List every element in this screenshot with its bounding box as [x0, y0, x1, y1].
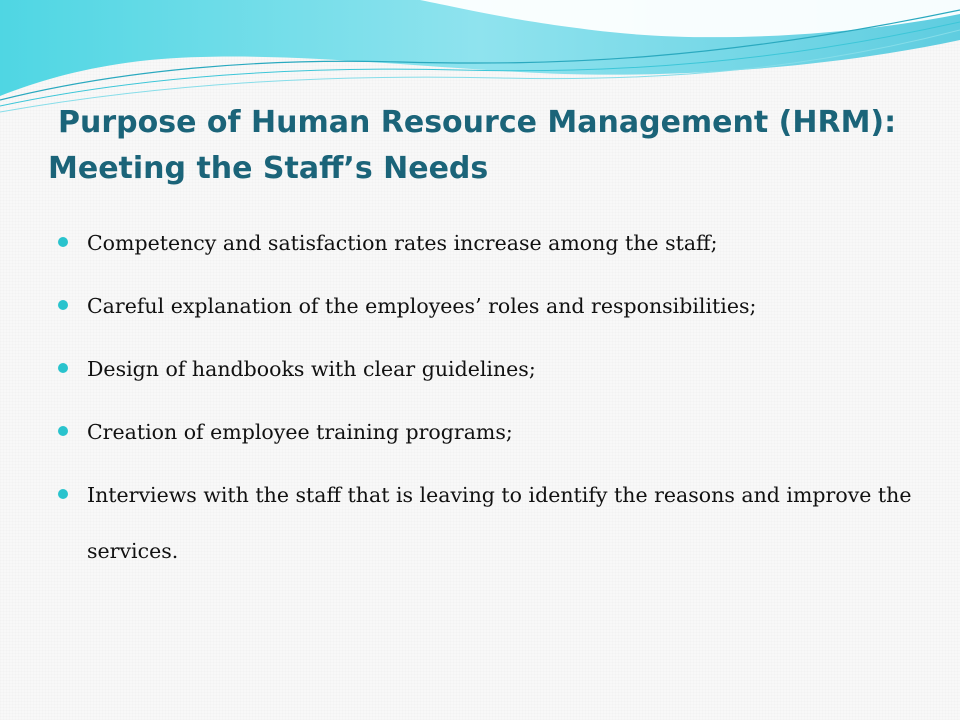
bullet-item [58, 467, 918, 579]
slide-title-line-1: Purpose of Human Resource Management (HRM): [58, 105, 897, 140]
bullet-text: Design of handbooks with clear guidelines; [87, 357, 536, 381]
bullet-text: Careful explanation of the employees’ roles and responsibilities; [87, 294, 757, 318]
bullet-dot-icon [58, 489, 68, 499]
bullet-dot-icon [58, 237, 68, 247]
bullet-dot-icon [58, 426, 68, 436]
bullet-text: Interviews with the staff that is leaving to identify the reasons and improve the services. [87, 483, 912, 563]
bullet-list [58, 222, 918, 600]
bullet-item [58, 222, 918, 264]
bullet-item [58, 411, 918, 453]
bullet-text: Creation of employee training programs; [87, 420, 513, 444]
bullet-item [58, 285, 918, 327]
bullet-dot-icon [58, 363, 68, 373]
bullet-item [58, 348, 918, 390]
slide-title [48, 100, 928, 192]
slide-title-line-2: Meeting the Staff’s Needs [48, 151, 489, 186]
bullet-dot-icon [58, 300, 68, 310]
bullet-text: Competency and satisfaction rates increase among the staff; [87, 231, 718, 255]
